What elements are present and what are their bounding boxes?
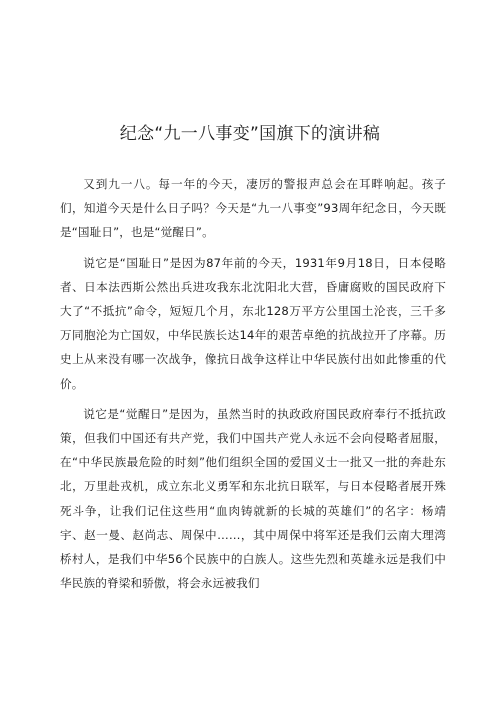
paragraph-1: 又到九一八。每一年的今天，凄厉的警报声总会在耳畔响起。孩子们，知道今天是什么日子吗？今天是“九一八事变”93周年纪念日，今天既是“国耻日”，也是“觉醒日”。 — [60, 177, 446, 240]
paragraph-3: 说它是“觉醒日”是因为，虽然当时的执政政府国民政府奉行不抵抗政策，但我们中国还有共产党，我们中国共产党人永远不会向侵略者屈服，在“中华民族最危险的时刻”他们组织全国的爱国义士一批又一批的奔赴东北，万里赴戎机，成立东北义勇军和东北抗日联军，与日本侵略者展开殊死斗争，让我们记住这些用“血肉铸就新的长城的英雄们”的名字：杨靖宇、赵一曼、赵尚志、周保中……，其中周保中将军还是我们云南大理湾桥村人，是我们中华56个民族中的白族人。这些先烈和英雄永远是我们中华民族的脊梁和骄傲，将会永远被我们 — [60, 406, 446, 591]
document-body — [60, 172, 446, 601]
paragraph-2: 说它是“国耻日”是因为87年前的今天，1931年9月18日，日本侵略者、日本法西斯公然出兵进攻我东北沈阳北大营，昏庸腐败的国民政府下大了“不抵抗”命令，短短几个月，东北128万平方公里国土沦丧，三千多万同胞沦为亡国奴，中华民族长达14年的艰苦卓绝的抗战拉开了序幕。历史上从来没有哪一次战争，像抗日战争这样让中华民族付出如此惨重的代价。 — [60, 255, 446, 391]
document-title: 纪念“九一八事变”国旗下的演讲稿 — [119, 124, 381, 144]
